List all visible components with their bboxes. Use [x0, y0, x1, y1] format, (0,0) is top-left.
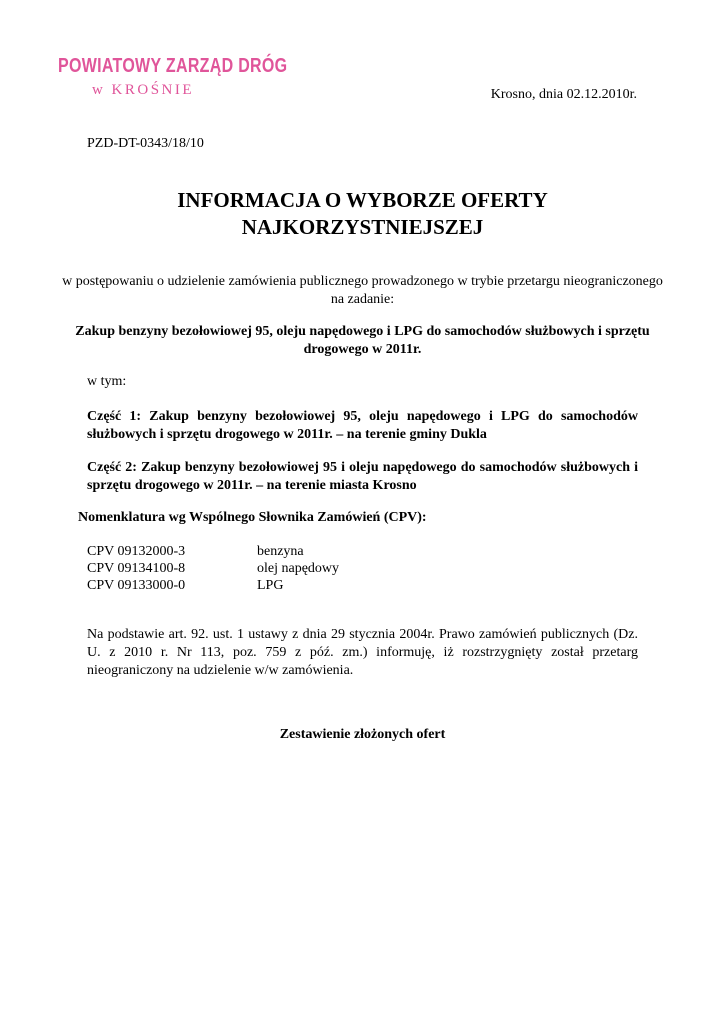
part-2-paragraph: Część 2: Zakup benzyny bezołowiowej 95 i oleju napędowego do samochodów służbowych i sprzętu drogowego w 2011r. – na terenie miasta Krosno [87, 460, 638, 493]
place-date: Krosno, dnia 02.12.2010r. [490, 87, 637, 102]
cpv-row [87, 543, 339, 560]
offers-summary-heading: Zestawienie złożonych ofert [279, 727, 446, 742]
cpv-label: olej napędowy [257, 561, 340, 576]
cpv-label: benzyna [257, 544, 304, 559]
legal-basis-paragraph: Na podstawie art. 92. ust. 1 ustawy z dnia 29 stycznia 2004r. Prawo zamówień publicznych (Dz. U. z 2010 r. Nr 113, poz. 759 z póź. zm.) informuję, iż rozstrzygnięty został przetarg nieograniczony na udzielenie w/w zamówienia. [87, 627, 638, 678]
cpv-code: CPV 09134100-8 [87, 561, 186, 576]
organization-logo [58, 55, 288, 99]
intro-paragraph: w postępowaniu o udzielenie zamówienia publicznego prowadzonego w trybie przetargu nieograniczonego na zadanie: [62, 274, 663, 307]
cpv-heading: Nomenklatura wg Wspólnego Słownika Zamówień (CPV): [78, 510, 427, 525]
logo-line-2: w KROŚNIE [91, 82, 195, 98]
document-reference: PZD-DT-0343/18/10 [87, 136, 204, 151]
logo-line-1: POWIATOWY ZARZĄD DRÓG [58, 55, 288, 77]
document-title: INFORMACJA O WYBORZE OFERTY NAJKORZYSTNIEJSZEJ [177, 188, 548, 239]
cpv-row [87, 560, 339, 577]
subject-paragraph: Zakup benzyny bezołowiowej 95, oleju napędowego i LPG do samochodów służbowych i sprzętu drogowego w 2011r. [75, 324, 650, 357]
cpv-code: CPV 09132000-3 [87, 544, 186, 559]
cpv-list [87, 543, 339, 594]
cpv-code: CPV 09133000-0 [87, 578, 186, 593]
w-tym-label: w tym: [87, 374, 127, 389]
cpv-label: LPG [257, 578, 284, 593]
cpv-row [87, 577, 339, 594]
part-1-paragraph: Część 1: Zakup benzyny bezołowiowej 95, oleju napędowego i LPG do samochodów służbowych i sprzętu drogowego w 2011r. – na terenie gminy Dukla [87, 409, 638, 442]
